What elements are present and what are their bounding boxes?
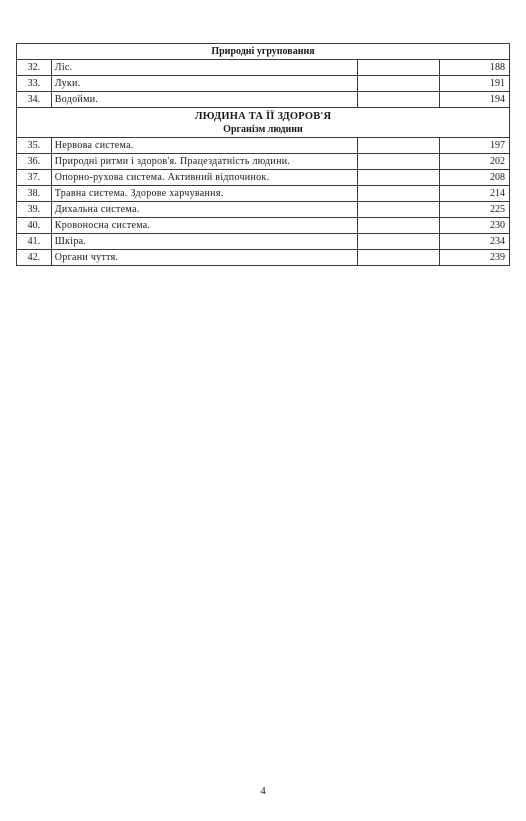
row-title: Опорно-рухова система. Активний відпочинок. bbox=[51, 170, 358, 186]
table-row bbox=[17, 138, 510, 154]
section-heading: ЛЮДИНА ТА ЇЇ ЗДОРОВ'Я bbox=[194, 111, 332, 122]
row-page: 214 bbox=[440, 186, 510, 202]
row-page: 230 bbox=[440, 218, 510, 234]
row-page: 194 bbox=[440, 92, 510, 108]
row-blank bbox=[358, 202, 440, 218]
row-title: Травна система. Здорове харчування. bbox=[51, 186, 358, 202]
row-number: 39. bbox=[17, 202, 52, 218]
table-row bbox=[17, 154, 510, 170]
row-title: Органи чуття. bbox=[51, 250, 358, 266]
row-blank bbox=[358, 60, 440, 76]
row-page: 208 bbox=[440, 170, 510, 186]
row-number: 42. bbox=[17, 250, 52, 266]
row-title: Природні ритми і здоров'я. Працездатність людини. bbox=[51, 154, 358, 170]
row-number: 36. bbox=[17, 154, 52, 170]
row-page: 225 bbox=[440, 202, 510, 218]
table-row bbox=[17, 202, 510, 218]
row-title: Нервова система. bbox=[51, 138, 358, 154]
row-number: 40. bbox=[17, 218, 52, 234]
section-heading: Природні угруповання bbox=[17, 44, 510, 60]
row-number: 38. bbox=[17, 186, 52, 202]
row-page: 197 bbox=[440, 138, 510, 154]
table-row bbox=[17, 170, 510, 186]
section-header-row bbox=[17, 44, 510, 60]
page-number: 4 bbox=[260, 785, 266, 797]
table-row bbox=[17, 250, 510, 266]
row-blank bbox=[358, 170, 440, 186]
row-title: Кровоносна система. bbox=[51, 218, 358, 234]
section-subheading: Організм людини bbox=[223, 124, 303, 135]
row-number: 41. bbox=[17, 234, 52, 250]
section-heading-block bbox=[17, 108, 510, 138]
row-title: Шкіра. bbox=[51, 234, 358, 250]
row-blank bbox=[358, 234, 440, 250]
table-row bbox=[17, 218, 510, 234]
row-title: Водойми. bbox=[51, 92, 358, 108]
row-blank bbox=[358, 186, 440, 202]
row-title: Дихальна система. bbox=[51, 202, 358, 218]
row-number: 35. bbox=[17, 138, 52, 154]
row-title: Ліс. bbox=[51, 60, 358, 76]
table-row bbox=[17, 92, 510, 108]
table-row bbox=[17, 60, 510, 76]
section-header-row bbox=[17, 108, 510, 138]
table-row bbox=[17, 76, 510, 92]
row-number: 34. bbox=[17, 92, 52, 108]
table-row bbox=[17, 234, 510, 250]
row-title: Луки. bbox=[51, 76, 358, 92]
row-blank bbox=[358, 92, 440, 108]
row-blank bbox=[358, 218, 440, 234]
row-page: 239 bbox=[440, 250, 510, 266]
row-page: 191 bbox=[440, 76, 510, 92]
row-blank bbox=[358, 154, 440, 170]
table-row bbox=[17, 186, 510, 202]
row-blank bbox=[358, 138, 440, 154]
row-number: 33. bbox=[17, 76, 52, 92]
row-number: 32. bbox=[17, 60, 52, 76]
row-page: 202 bbox=[440, 154, 510, 170]
row-blank bbox=[358, 250, 440, 266]
row-page: 188 bbox=[440, 60, 510, 76]
row-blank bbox=[358, 76, 440, 92]
toc-table bbox=[16, 43, 510, 266]
row-number: 37. bbox=[17, 170, 52, 186]
row-page: 234 bbox=[440, 234, 510, 250]
